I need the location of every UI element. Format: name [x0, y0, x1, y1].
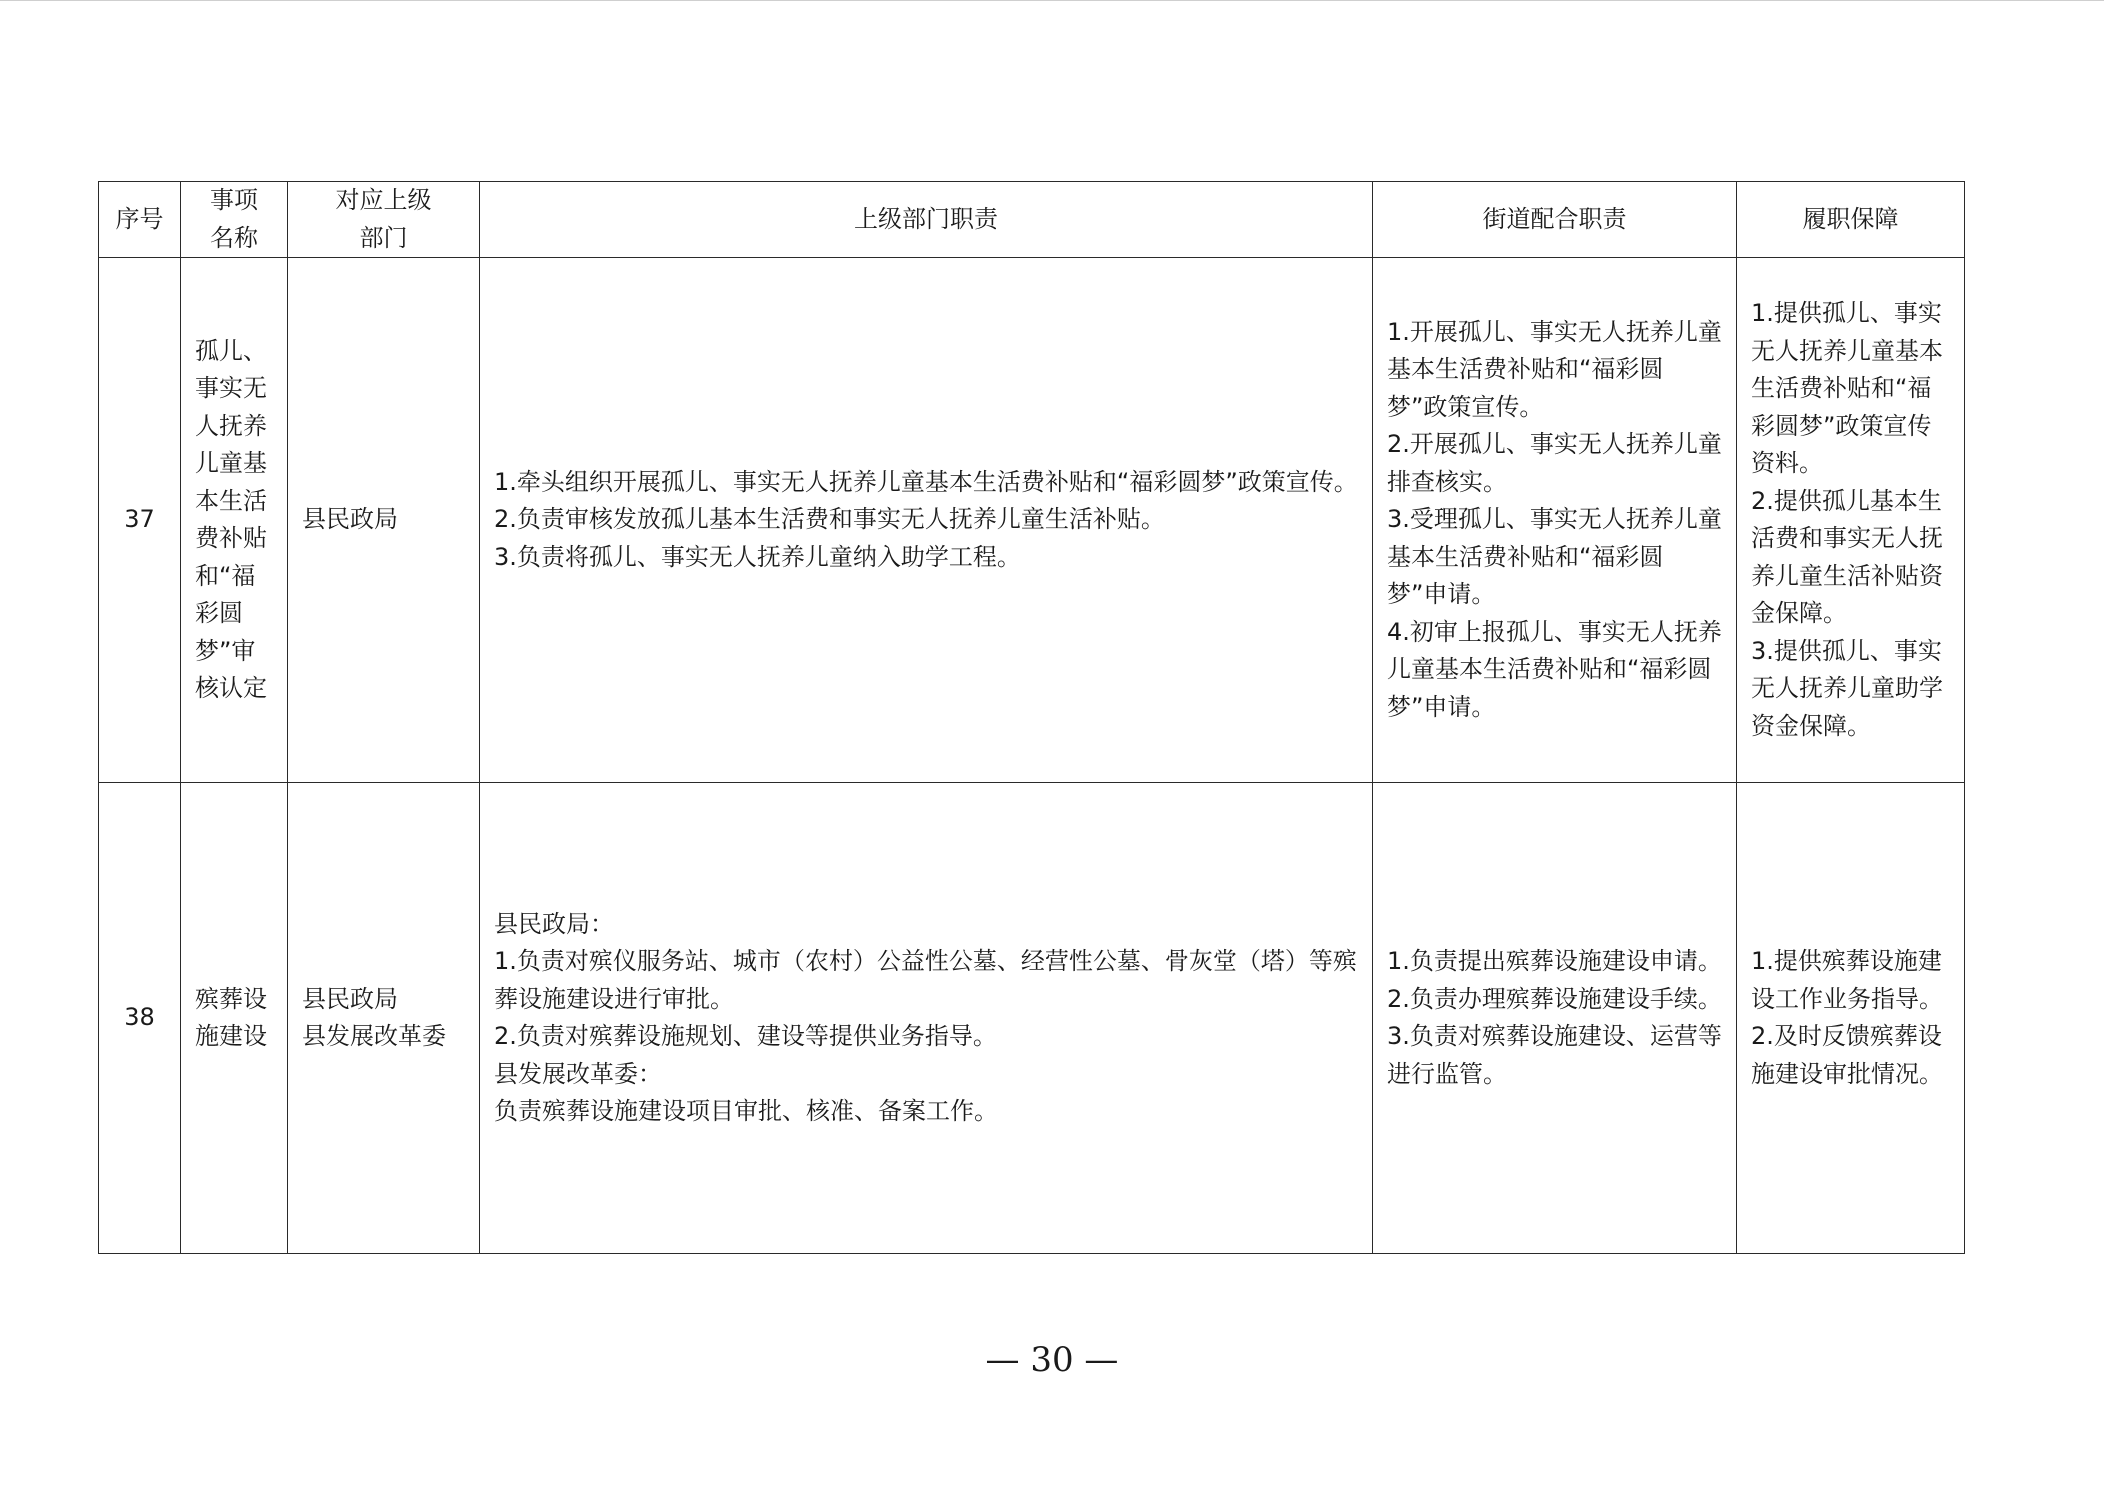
header-item: 事项名称	[181, 182, 288, 258]
table-row	[99, 258, 1965, 783]
header-upper: 上级部门职责	[480, 182, 1373, 258]
row-street-duty	[1373, 783, 1737, 1254]
upper-duty-line: 1.牵头组织开展孤儿、事实无人抚养儿童基本生活费补贴和“福彩圆梦”政策宣传。	[494, 467, 1358, 496]
row-dept	[288, 783, 480, 1254]
dept-line: 县发展改革委	[302, 1022, 446, 1050]
guarantee-line: 2.提供孤儿基本生活费和事实无人抚养儿童生活补贴资金保障。	[1751, 486, 1943, 627]
duty-table	[98, 181, 1965, 1254]
street-duty-line: 3.受理孤儿、事实无人抚养儿童基本生活费补贴和“福彩圆梦”申请。	[1387, 505, 1722, 609]
row-index: 37	[99, 258, 181, 783]
row-item: 孤儿、事实无人抚养儿童基本生活费补贴和“福彩圆梦”审核认定	[181, 258, 288, 783]
page-top-rule	[0, 0, 2104, 1]
upper-duty-line: 2.负责对殡葬设施规划、建设等提供业务指导。	[494, 1022, 997, 1050]
guarantee-line: 1.提供孤儿、事实无人抚养儿童基本生活费补贴和“福彩圆梦”政策宣传资料。	[1751, 299, 1943, 477]
table-row	[99, 783, 1965, 1254]
street-duty-line: 1.负责提出殡葬设施建设申请。	[1387, 947, 1722, 975]
header-dept: 对应上级部门	[288, 182, 480, 258]
row-guarantee	[1737, 258, 1965, 783]
header-street: 街道配合职责	[1373, 182, 1737, 258]
upper-duty-line: 2.负责审核发放孤儿基本生活费和事实无人抚养儿童生活补贴。	[494, 505, 1165, 534]
street-duty-line: 3.负责对殡葬设施建设、运营等进行监管。	[1387, 1022, 1722, 1088]
street-duty-line: 4.初审上报孤儿、事实无人抚养儿童基本生活费补贴和“福彩圆梦”申请。	[1387, 617, 1722, 721]
row-index: 38	[99, 783, 181, 1254]
upper-duty-line: 县发展改革委：	[494, 1059, 662, 1088]
page-number: — 30 —	[985, 1340, 1119, 1380]
header-index: 序号	[99, 182, 181, 258]
guarantee-line: 3.提供孤儿、事实无人抚养儿童助学资金保障。	[1751, 636, 1943, 740]
upper-duty-line: 县民政局：	[494, 909, 614, 938]
row-guarantee	[1737, 783, 1965, 1254]
guarantee-line: 2.及时反馈殡葬设施建设审批情况。	[1751, 1022, 1943, 1088]
upper-duty-line: 1.负责对殡仪服务站、城市（农村）公益性公墓、经营性公墓、骨灰堂（塔）等殡葬设施建设进行审批。	[494, 947, 1357, 1013]
upper-duty-line: 负责殡葬设施建设项目审批、核准、备案工作。	[494, 1097, 998, 1125]
dept-line: 县民政局	[302, 505, 398, 534]
street-duty-line: 2.负责办理殡葬设施建设手续。	[1387, 984, 1722, 1013]
row-dept	[288, 258, 480, 783]
header-guarantee: 履职保障	[1737, 182, 1965, 258]
table-header-row	[99, 182, 1965, 258]
row-item: 殡葬设施建设	[181, 783, 288, 1254]
row-upper-duty	[480, 258, 1373, 783]
row-street-duty	[1373, 258, 1737, 783]
dept-line: 县民政局	[302, 984, 398, 1013]
street-duty-line: 1.开展孤儿、事实无人抚养儿童基本生活费补贴和“福彩圆梦”政策宣传。	[1387, 317, 1722, 421]
row-upper-duty	[480, 783, 1373, 1254]
street-duty-line: 2.开展孤儿、事实无人抚养儿童排查核实。	[1387, 430, 1722, 496]
guarantee-line: 1.提供殡葬设施建设工作业务指导。	[1751, 947, 1943, 1013]
upper-duty-line: 3.负责将孤儿、事实无人抚养儿童纳入助学工程。	[494, 542, 1021, 571]
